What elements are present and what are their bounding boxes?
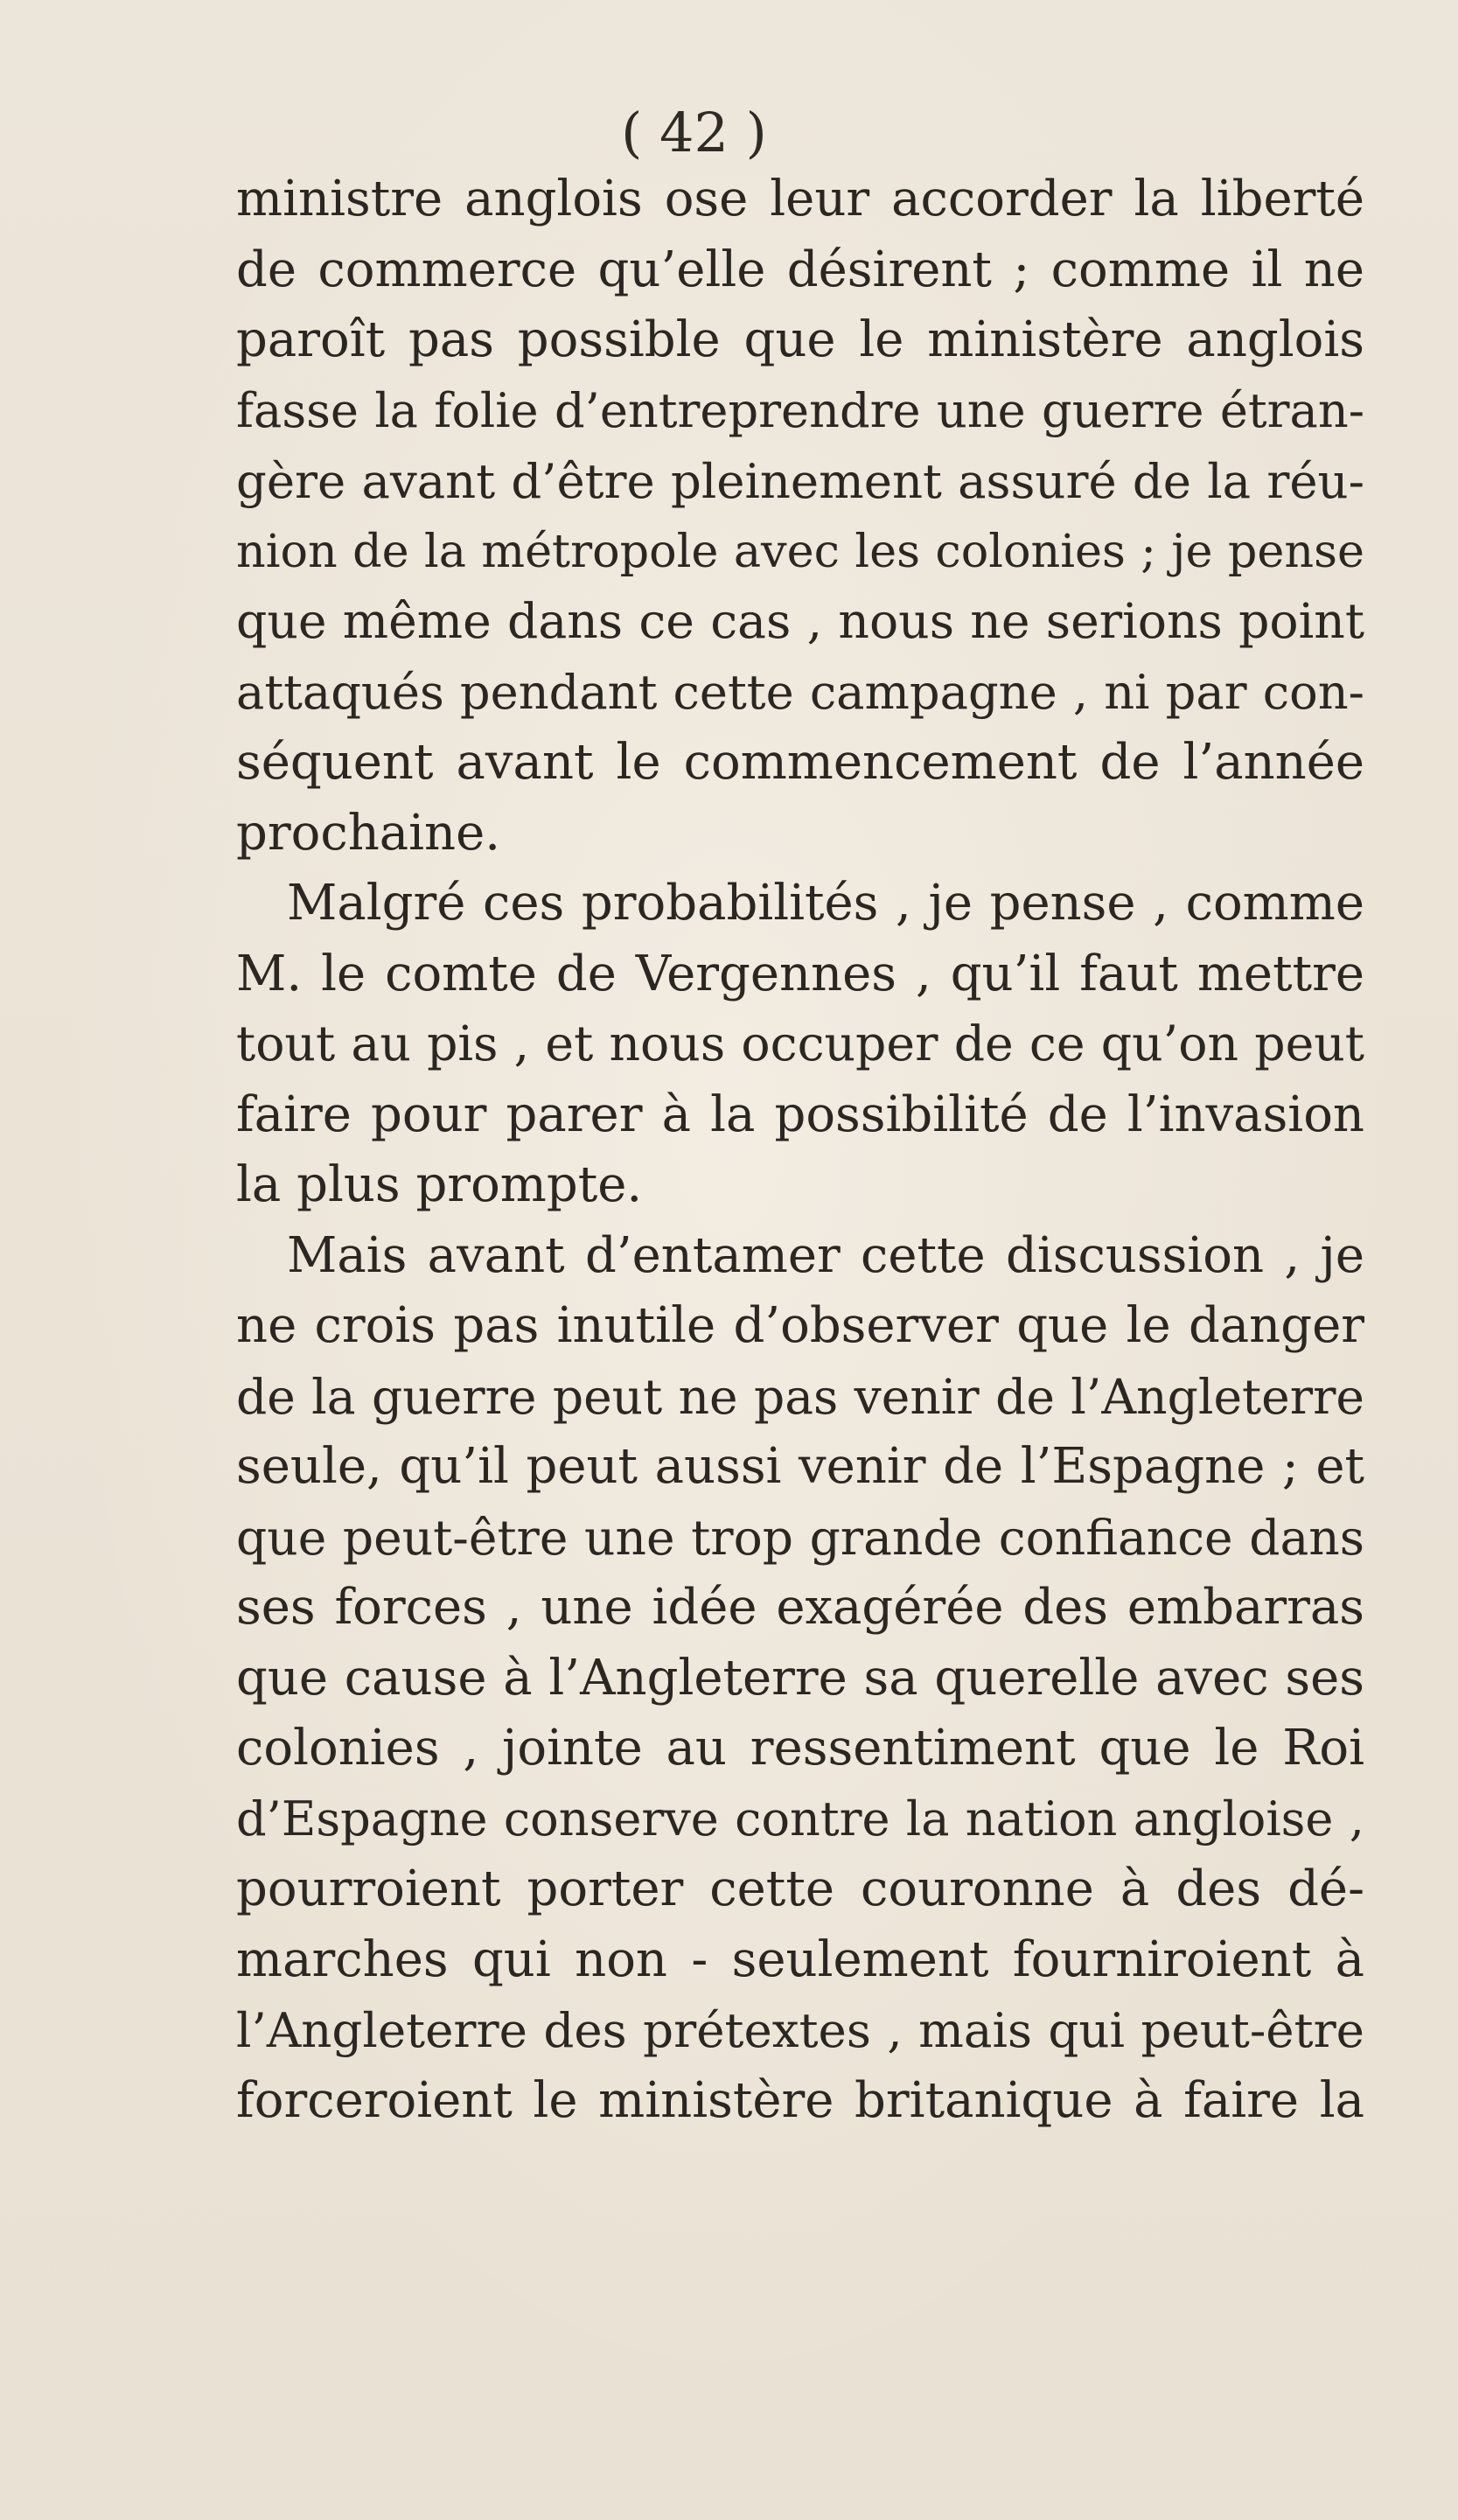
body-text [236, 164, 1364, 2136]
page-number: ( 42 ) [621, 101, 767, 164]
text-line: séquent avant le commencement de l’année [236, 734, 1364, 791]
text-line: ne crois pas inutile d’observer que le danger [236, 1297, 1364, 1354]
text-line: attaqués pendant cette campagne , ni par con- [236, 664, 1364, 720]
text-line: colonies , jointe au ressentiment que le Roi [236, 1720, 1364, 1777]
text-line: M. le comte de Vergennes , qu’il faut mettre [236, 945, 1364, 1002]
text-line: d’Espagne conserve contre la nation angloise , [236, 1791, 1364, 1846]
text-line: nion de la métropole avec les colonies ; je pense [236, 524, 1364, 578]
text-line: que peut-être une trop grande confiance dans [236, 1509, 1364, 1566]
text-line: de commerce qu’elle désirent ; comme il ne [236, 241, 1364, 298]
text-line: gère avant d’être pleinement assuré de la réu- [236, 453, 1364, 509]
paragraph-start-line: Mais avant d’entamer cette discussion , je [287, 1226, 1364, 1284]
text-line: fasse la folie d’entreprendre une guerre étran- [236, 382, 1364, 438]
text-line: que cause à l’Angleterre sa querelle avec ses [236, 1649, 1364, 1707]
text-line: seule, qu’il peut aussi venir de l’Espagne ; et [236, 1438, 1364, 1495]
text-line: forceroient le ministère britanique à faire la [236, 2071, 1364, 2129]
paragraph-end-line: la plus prompte. [236, 1156, 643, 1213]
text-line: pourroient porter cette couronne à des dé- [236, 1860, 1364, 1917]
text-line: marches qui non - seulement fourniroient à [236, 1930, 1364, 1988]
text-line: tout au pis , et nous occuper de ce qu’on peut [236, 1016, 1364, 1072]
text-line: l’Angleterre des prétextes , mais qui peut-être [236, 2002, 1364, 2058]
text-line: ministre anglois ose leur accorder la liberté [236, 171, 1364, 227]
text-line: paroît pas possible que le ministère anglois [236, 311, 1364, 368]
text-line: de la guerre peut ne pas venir de l’Angleterre [236, 1368, 1364, 1425]
text-line: ses forces , une idée exagérée des embarras [236, 1579, 1364, 1636]
text-line: faire pour parer à la possibilité de l’invasion [236, 1085, 1364, 1143]
paragraph-start-line: Malgré ces probabilités , je pense , comme [287, 875, 1364, 932]
paragraph-end-line: prochaine. [236, 804, 501, 862]
text-line: que même dans ce cas , nous ne serions point [236, 594, 1364, 650]
